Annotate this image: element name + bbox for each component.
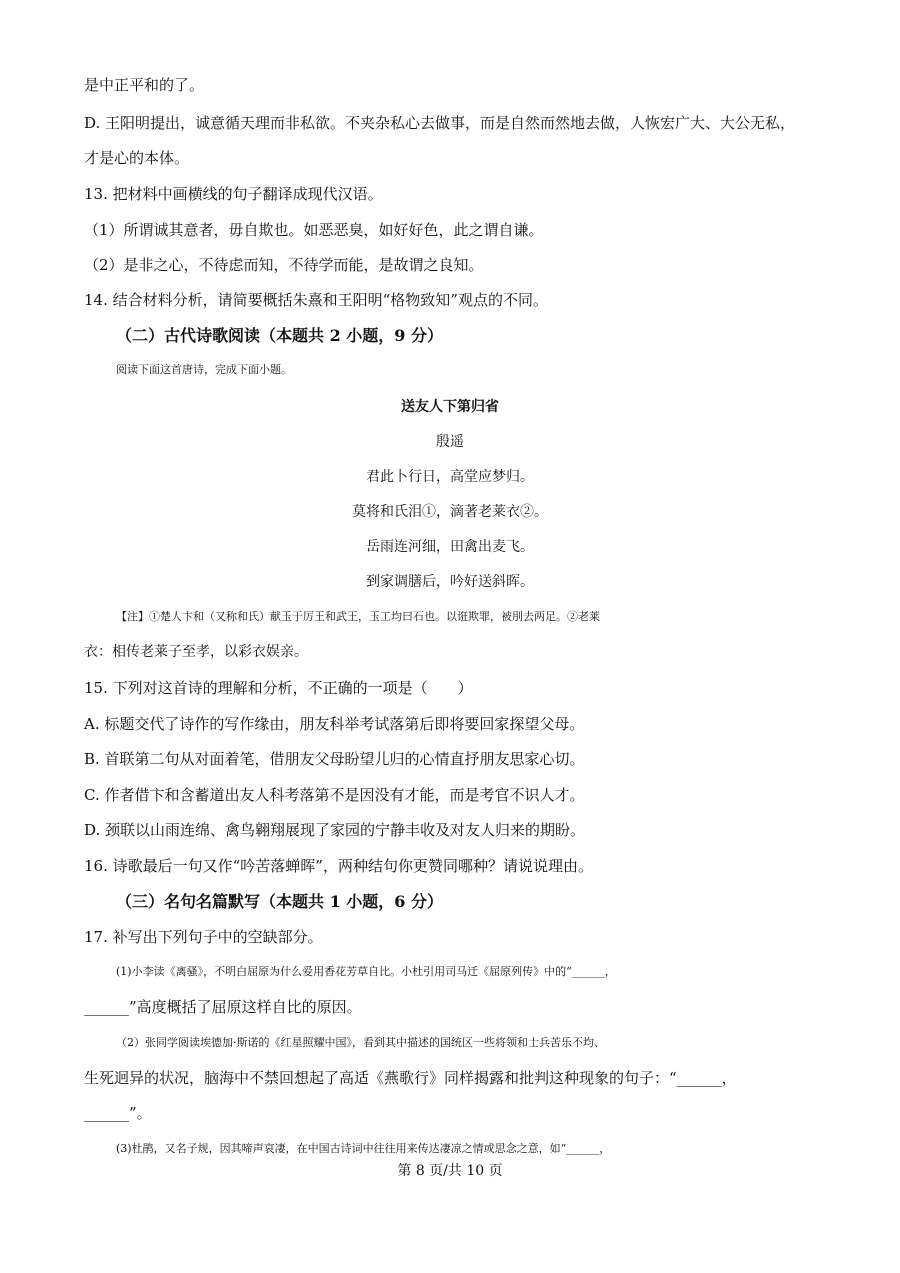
q12-continuation: 是中正平和的了。 <box>84 76 205 94</box>
poem-line-1: 君此卜行日，高堂应梦归。 <box>366 469 534 485</box>
q15-option-c: C. 作者借卞和含蓄道出友人科考落第不是因没有才能，而是考官不识人才。 <box>84 786 585 804</box>
q17-part1-line1: (1)小李读《离骚》，不明白屈原为什么爱用香花芳草自比。小杜引用司马迁《屈原列传》中的“______， <box>116 965 616 978</box>
poem-title: 送友人下第归省 <box>401 399 499 415</box>
q15-stem: 15. 下列对这首诗的理解和分析，不正确的一项是（ ） <box>84 679 473 697</box>
poem-line-3: 岳雨连河细，田禽出麦飞。 <box>366 539 534 555</box>
q13-stem: 13. 把材料中画横线的句子翻译成现代汉语。 <box>84 185 383 203</box>
q17-part1-line2: ______”高度概括了屈原这样自比的原因。 <box>84 998 362 1016</box>
section-3-heading: （三）名句名篇默写（本题共 1 小题，6 分） <box>116 892 443 911</box>
q15-option-d: D. 颈联以山雨连绵、禽鸟翱翔展现了家园的宁静丰收及对友人归来的期盼。 <box>84 821 586 839</box>
q16-stem: 16. 诗歌最后一句又作“吟苦落蝉晖”，两种结句你更赞同哪种？请说说理由。 <box>84 857 593 875</box>
q15-option-a: A. 标题交代了诗作的写作缘由，朋友科举考试落第后即将要回家探望父母。 <box>84 715 585 733</box>
poem-line-4: 到家调膳后，吟好送斜晖。 <box>366 574 534 590</box>
poem-line-2: 莫将和氏泪①，滴著老莱衣②。 <box>352 504 548 520</box>
q17-part2-line3: ______”。 <box>84 1104 152 1122</box>
page-number: 第 8 页/共 10 页 <box>397 1163 503 1179</box>
q15-option-b: B. 首联第二句从对面着笔，借朋友父母盼望儿归的心情直抒朋友思家心切。 <box>84 750 585 768</box>
q14-stem: 14. 结合材料分析，请简要概括朱熹和王阳明“格物致知”观点的不同。 <box>84 291 548 309</box>
q17-part2-line1: （2）张同学阅读埃德加·斯诺的《红星照耀中国》，看到其中描述的国统区一些将领和士兵苦乐不均、 <box>116 1036 605 1049</box>
poem-note-line1: 【注】①楚人卞和（又称和氏）献玉于厉王和武王，玉工均曰石也。以诳欺罪，被刖去两足。②老莱 <box>116 610 600 623</box>
section-2-intro: 阅读下面这首唐诗，完成下面小题。 <box>116 363 292 376</box>
section-2-heading: （二）古代诗歌阅读（本题共 2 小题，9 分） <box>116 326 443 345</box>
q13-sentence-2: （2）是非之心，不待虑而知，不待学而能，是故谓之良知。 <box>84 256 484 274</box>
q17-stem: 17. 补写出下列句子中的空缺部分。 <box>84 928 323 946</box>
poem-note-line2: 衣：相传老莱子至孝，以彩衣娱亲。 <box>84 644 308 660</box>
q12-option-d-line2: 才是心的本体。 <box>84 149 190 167</box>
q17-part2-line2: 生死迥异的状况，脑海中不禁回想起了高适《燕歌行》同样揭露和批判这种现象的句子：“______， <box>84 1069 737 1087</box>
q17-part3-line1: (3)杜鹃，又名子规，因其啼声哀凄，在中国古诗词中往往用来传达凄凉之情或思念之意，如“______， <box>116 1142 611 1155</box>
poem-author: 殷遥 <box>436 434 464 450</box>
q13-sentence-1: （1）所谓诚其意者，毋自欺也。如恶恶臭，如好好色，此之谓自谦。 <box>84 221 544 239</box>
q12-option-d-line1: D. 王阳明提出，诚意循天理而非私欲。不夹杂私心去做事，而是自然而然地去做，人恢宏广大、大公无私， <box>84 114 796 132</box>
